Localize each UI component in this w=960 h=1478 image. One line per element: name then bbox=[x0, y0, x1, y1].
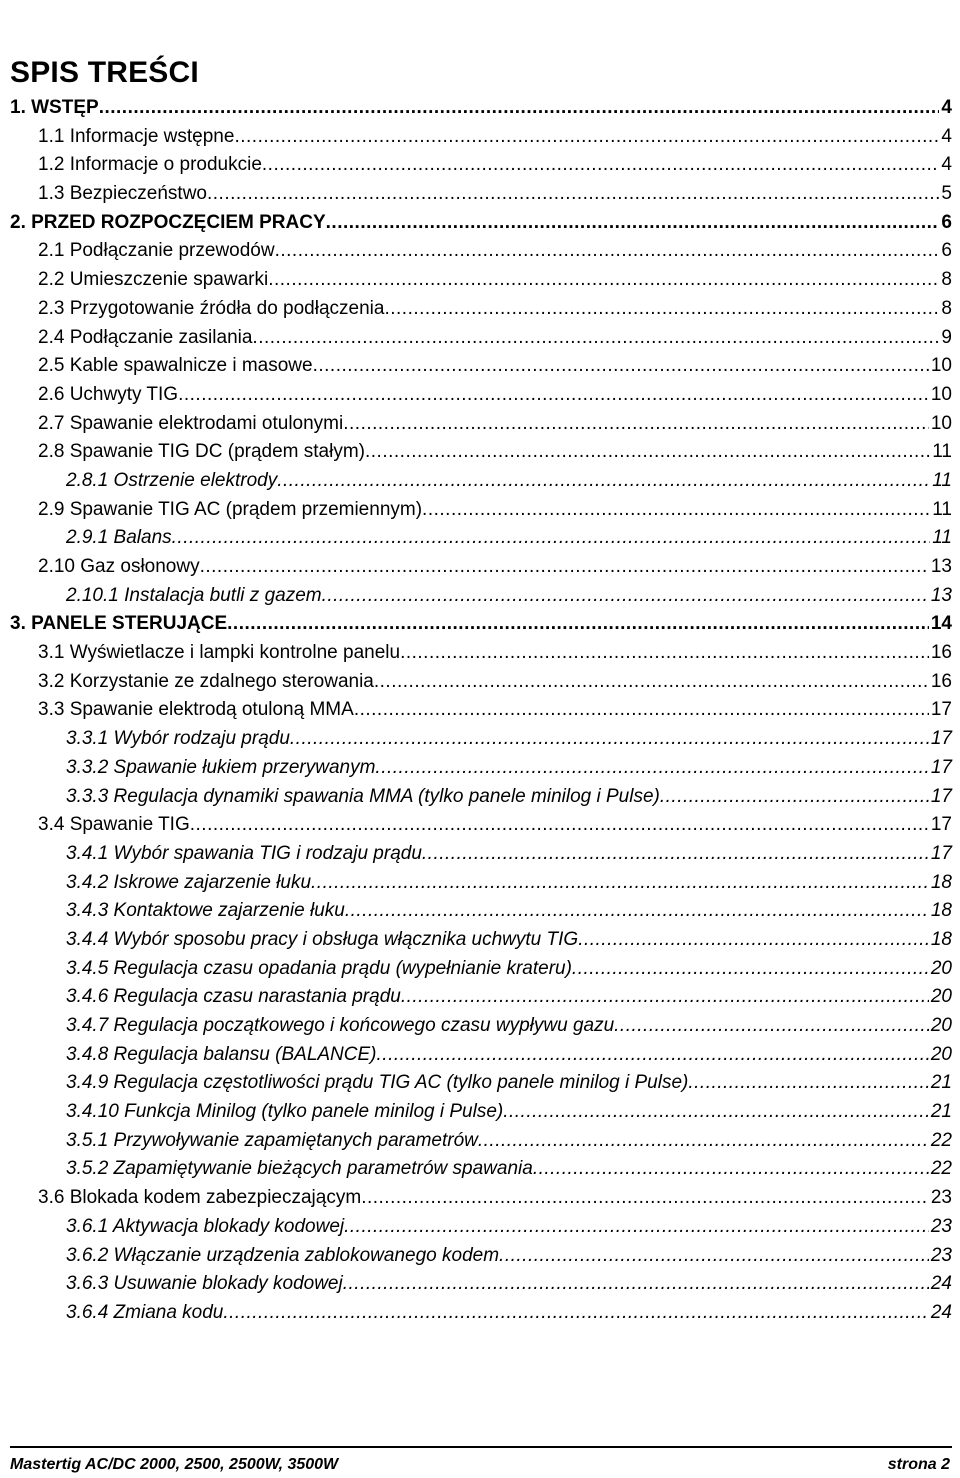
toc-entry[interactable] bbox=[10, 553, 952, 582]
toc-entry-page: 10 bbox=[930, 412, 952, 434]
toc-entry[interactable] bbox=[10, 840, 952, 869]
toc-entry-page: 10 bbox=[930, 383, 952, 405]
toc-dot-leader bbox=[503, 1098, 929, 1127]
toc-entry[interactable] bbox=[10, 1069, 952, 1098]
toc-entry[interactable] bbox=[10, 783, 952, 812]
toc-entry-page: 11 bbox=[932, 498, 952, 520]
toc-entry-title: 2.3 Przygotowanie źródła do podłączenia bbox=[38, 297, 385, 319]
toc-entry-title: 1. WSTĘP bbox=[10, 97, 99, 118]
toc-entry[interactable] bbox=[10, 524, 952, 553]
toc-list bbox=[10, 94, 952, 1328]
toc-entry-title: 3.6.4 Zmiana kodu bbox=[66, 1301, 224, 1323]
toc-dot-leader bbox=[311, 869, 929, 898]
toc-entry-page: 23 bbox=[930, 1187, 952, 1209]
toc-dot-leader bbox=[578, 926, 929, 955]
toc-entry-page: 4 bbox=[941, 97, 952, 118]
toc-entry[interactable] bbox=[10, 151, 952, 180]
toc-dot-leader bbox=[572, 955, 929, 984]
toc-dot-leader bbox=[322, 582, 929, 611]
toc-entry[interactable] bbox=[10, 295, 952, 324]
toc-dot-leader bbox=[277, 467, 930, 496]
toc-entry-page: 5 bbox=[941, 183, 952, 205]
toc-entry[interactable] bbox=[10, 410, 952, 439]
toc-entry-title: 3.4.1 Wybór spawania TIG i rodzaju prądu bbox=[66, 842, 422, 864]
toc-entry-title: 1.1 Informacje wstępne bbox=[38, 125, 235, 147]
toc-dot-leader bbox=[660, 783, 929, 812]
toc-dot-leader bbox=[172, 524, 931, 553]
toc-entry-page: 10 bbox=[930, 355, 952, 377]
toc-dot-leader bbox=[252, 324, 939, 353]
toc-entry[interactable] bbox=[10, 983, 952, 1012]
toc-entry[interactable] bbox=[10, 1270, 952, 1299]
toc-entry-page: 11 bbox=[932, 441, 952, 463]
toc-dot-leader bbox=[422, 496, 930, 525]
toc-entry-title: 3.4.4 Wybór sposobu pracy i obsługa włącznika uchwytu TIG bbox=[66, 928, 579, 950]
toc-entry-page: 13 bbox=[930, 584, 952, 606]
toc-entry[interactable] bbox=[10, 237, 952, 266]
toc-entry-title: 2.7 Spawanie elektrodami otulonymi bbox=[38, 412, 344, 434]
toc-entry[interactable] bbox=[10, 438, 952, 467]
toc-entry-title: 3.4.5 Regulacja czasu opadania prądu (wypełnianie krateru) bbox=[66, 957, 572, 979]
toc-entry-title: 3.1 Wyświetlacze i lampki kontrolne panelu bbox=[38, 642, 401, 664]
toc-title: SPIS TREŚCI bbox=[10, 56, 199, 89]
toc-entry-title: 3.6.3 Usuwanie blokady kodowej bbox=[66, 1273, 343, 1295]
toc-entry[interactable] bbox=[10, 926, 952, 955]
toc-entry[interactable] bbox=[10, 496, 952, 525]
toc-dot-leader bbox=[365, 438, 930, 467]
toc-entry[interactable] bbox=[10, 754, 952, 783]
toc-entry-title: 3.4.8 Regulacja balansu (BALANCE) bbox=[66, 1043, 377, 1065]
footer-product-name: Mastertig AC/DC 2000, 2500, 2500W, 3500W bbox=[10, 1456, 339, 1473]
toc-entry-title: 2.8.1 Ostrzenie elektrody bbox=[66, 469, 278, 491]
toc-entry-page: 21 bbox=[930, 1101, 952, 1123]
toc-entry[interactable] bbox=[10, 725, 952, 754]
toc-dot-leader bbox=[478, 1127, 929, 1156]
toc-entry-page: 6 bbox=[941, 211, 952, 233]
toc-dot-leader bbox=[200, 553, 929, 582]
toc-dot-leader bbox=[234, 123, 939, 152]
toc-dot-leader bbox=[374, 668, 929, 697]
toc-dot-leader bbox=[290, 725, 929, 754]
toc-entry[interactable] bbox=[10, 639, 952, 668]
toc-dot-leader bbox=[688, 1069, 929, 1098]
toc-dot-leader bbox=[190, 811, 929, 840]
toc-dot-leader bbox=[343, 1270, 929, 1299]
toc-entry-page: 24 bbox=[930, 1301, 952, 1323]
toc-entry-title: 2.8 Spawanie TIG DC (prądem stałym) bbox=[38, 441, 365, 463]
toc-entry-page: 21 bbox=[930, 1072, 952, 1094]
toc-entry-page: 22 bbox=[930, 1129, 952, 1151]
toc-entry-title: 2.2 Umieszczenie spawarki bbox=[38, 269, 269, 291]
toc-entry[interactable] bbox=[10, 1127, 952, 1156]
toc-entry-title: 3.3 Spawanie elektrodą otuloną MMA bbox=[38, 699, 354, 721]
toc-entry-title: 2.10 Gaz osłonowy bbox=[38, 556, 200, 577]
toc-dot-leader bbox=[268, 266, 939, 295]
toc-entry[interactable] bbox=[10, 1098, 952, 1127]
toc-dot-leader bbox=[400, 639, 929, 668]
toc-entry[interactable] bbox=[10, 811, 952, 840]
toc-entry-page: 20 bbox=[930, 957, 952, 979]
toc-entry-page: 11 bbox=[932, 527, 952, 549]
toc-entry-page: 17 bbox=[930, 814, 952, 836]
toc-dot-leader bbox=[361, 1184, 929, 1213]
toc-entry[interactable] bbox=[10, 1184, 952, 1213]
toc-entry-page: 14 bbox=[930, 613, 952, 635]
toc-entry-page: 23 bbox=[930, 1215, 952, 1237]
toc-entry-title: 3.4.6 Regulacja czasu narastania prądu bbox=[66, 986, 401, 1008]
toc-entry-page: 4 bbox=[941, 125, 952, 147]
toc-entry[interactable] bbox=[10, 582, 952, 611]
toc-entry-title: 3.6.2 Włączanie urządzenia zablokowanego kodem bbox=[66, 1244, 500, 1266]
toc-dot-leader bbox=[377, 1041, 929, 1070]
toc-entry-page: 16 bbox=[930, 670, 952, 692]
toc-entry-page: 4 bbox=[941, 154, 952, 176]
toc-entry-page: 17 bbox=[930, 699, 952, 721]
toc-entry-title: 3.3.3 Regulacja dynamiki spawania MMA (tylko panele minilog i Pulse) bbox=[66, 785, 660, 807]
toc-dot-leader bbox=[345, 897, 929, 926]
toc-dot-leader bbox=[262, 151, 940, 180]
toc-entry-page: 17 bbox=[930, 756, 952, 778]
toc-entry-page: 18 bbox=[930, 928, 952, 950]
toc-entry-page: 20 bbox=[930, 1043, 952, 1065]
toc-dot-leader bbox=[614, 1012, 929, 1041]
toc-entry-title: 3.4 Spawanie TIG bbox=[38, 814, 190, 836]
toc-entry-page: 20 bbox=[930, 1015, 952, 1036]
toc-entry[interactable] bbox=[10, 1213, 952, 1242]
toc-entry-title: 3.3.1 Wybór rodzaju prądu bbox=[66, 728, 290, 750]
toc-entry[interactable] bbox=[10, 266, 952, 295]
toc-entry-title: 1.2 Informacje o produkcie bbox=[38, 154, 262, 176]
footer-page-number: strona 2 bbox=[887, 1456, 950, 1473]
toc-entry-title: 2.1 Podłączanie przewodów bbox=[38, 240, 275, 262]
toc-entry-page: 13 bbox=[930, 556, 952, 577]
toc-entry-title: 2.9 Spawanie TIG AC (prądem przemiennym) bbox=[38, 498, 423, 520]
toc-entry-title: 2. PRZED ROZPOCZĘCIEM PRACY bbox=[10, 211, 326, 233]
toc-entry[interactable] bbox=[10, 869, 952, 898]
toc-entry-page: 23 bbox=[930, 1244, 952, 1266]
toc-dot-leader bbox=[422, 840, 929, 869]
toc-dot-leader bbox=[99, 94, 940, 123]
toc-entry-page: 17 bbox=[930, 728, 952, 750]
toc-dot-leader bbox=[207, 180, 939, 209]
toc-entry-page: 20 bbox=[930, 986, 952, 1008]
toc-dot-leader bbox=[343, 410, 929, 439]
toc-dot-leader bbox=[275, 237, 940, 266]
toc-entry-page: 11 bbox=[932, 469, 952, 491]
toc-dot-leader bbox=[499, 1242, 929, 1271]
toc-entry-title: 3.4.2 Iskrowe zajarzenie łuku bbox=[66, 871, 312, 893]
toc-dot-leader bbox=[313, 352, 929, 381]
toc-dot-leader bbox=[178, 381, 929, 410]
toc-entry-page: 22 bbox=[930, 1158, 952, 1180]
toc-entry-title: 3.4.3 Kontaktowe zajarzenie łuku bbox=[66, 900, 345, 922]
toc-entry-title: 2.6 Uchwyty TIG bbox=[38, 383, 179, 405]
toc-entry[interactable] bbox=[10, 1041, 952, 1070]
toc-entry-title: 3.3.2 Spawanie łukiem przerywanym bbox=[66, 756, 376, 778]
toc-entry-title: 3.6 Blokada kodem zabezpieczającym bbox=[38, 1187, 362, 1209]
toc-entry[interactable] bbox=[10, 123, 952, 152]
toc-dot-leader bbox=[401, 983, 929, 1012]
toc-entry[interactable] bbox=[10, 1155, 952, 1184]
toc-entry[interactable] bbox=[10, 324, 952, 353]
toc-entry[interactable] bbox=[10, 610, 952, 639]
toc-entry-title: 3.6.1 Aktywacja blokady kodowej bbox=[66, 1215, 345, 1237]
toc-entry-page: 18 bbox=[930, 871, 952, 893]
toc-entry[interactable] bbox=[10, 209, 952, 238]
toc-dot-leader bbox=[375, 754, 928, 783]
toc-entry-page: 8 bbox=[941, 269, 952, 291]
toc-entry-title: 2.5 Kable spawalnicze i masowe bbox=[38, 355, 313, 377]
toc-entry-title: 3.4.10 Funkcja Minilog (tylko panele minilog i Pulse) bbox=[66, 1101, 504, 1123]
toc-entry[interactable] bbox=[10, 381, 952, 410]
toc-entry-page: 17 bbox=[930, 785, 952, 807]
toc-entry-page: 9 bbox=[941, 326, 952, 348]
toc-entry[interactable] bbox=[10, 955, 952, 984]
toc-entry-title: 2.9.1 Balans bbox=[66, 527, 172, 549]
toc-entry[interactable] bbox=[10, 1012, 952, 1041]
toc-dot-leader bbox=[227, 610, 929, 639]
toc-entry-page: 18 bbox=[930, 900, 952, 922]
toc-dot-leader bbox=[354, 696, 929, 725]
toc-entry-title: 2.4 Podłączanie zasilania bbox=[38, 326, 253, 348]
toc-entry[interactable] bbox=[10, 1242, 952, 1271]
toc-dot-leader bbox=[384, 295, 939, 324]
toc-dot-leader bbox=[326, 209, 940, 238]
toc-entry-page: 16 bbox=[930, 642, 952, 664]
toc-entry[interactable] bbox=[10, 1299, 952, 1328]
toc-entry-title: 3.5.1 Przywoływanie zapamiętanych parametrów bbox=[66, 1129, 478, 1151]
toc-entry-page: 24 bbox=[930, 1273, 952, 1295]
toc-entry[interactable] bbox=[10, 94, 952, 123]
toc-entry-page: 17 bbox=[930, 842, 952, 864]
toc-dot-leader bbox=[344, 1213, 929, 1242]
toc-entry[interactable] bbox=[10, 180, 952, 209]
toc-entry-title: 3.5.2 Zapamiętywanie bieżących parametrów spawania bbox=[66, 1158, 533, 1180]
toc-entry-title: 2.10.1 Instalacja butli z gazem bbox=[66, 584, 322, 606]
toc-entry[interactable] bbox=[10, 696, 952, 725]
toc-entry-title: 3.4.7 Regulacja początkowego i końcowego czasu wypływu gazu bbox=[66, 1015, 615, 1036]
toc-entry[interactable] bbox=[10, 668, 952, 697]
toc-entry-title: 3.4.9 Regulacja częstotliwości prądu TIG AC (tylko panele minilog i Pulse) bbox=[66, 1072, 689, 1094]
toc-dot-leader bbox=[533, 1155, 929, 1184]
toc-entry-page: 8 bbox=[941, 297, 952, 319]
toc-dot-leader bbox=[223, 1299, 928, 1328]
toc-entry-title: 1.3 Bezpieczeństwo bbox=[38, 183, 207, 205]
toc-entry-page: 6 bbox=[941, 240, 952, 262]
toc-entry[interactable] bbox=[10, 352, 952, 381]
toc-entry[interactable] bbox=[10, 897, 952, 926]
toc-entry-title: 3. PANELE STERUJĄCE bbox=[10, 613, 228, 635]
toc-entry[interactable] bbox=[10, 467, 952, 496]
toc-entry-title: 3.2 Korzystanie ze zdalnego sterowania bbox=[38, 670, 374, 692]
footer-divider bbox=[10, 1446, 952, 1448]
